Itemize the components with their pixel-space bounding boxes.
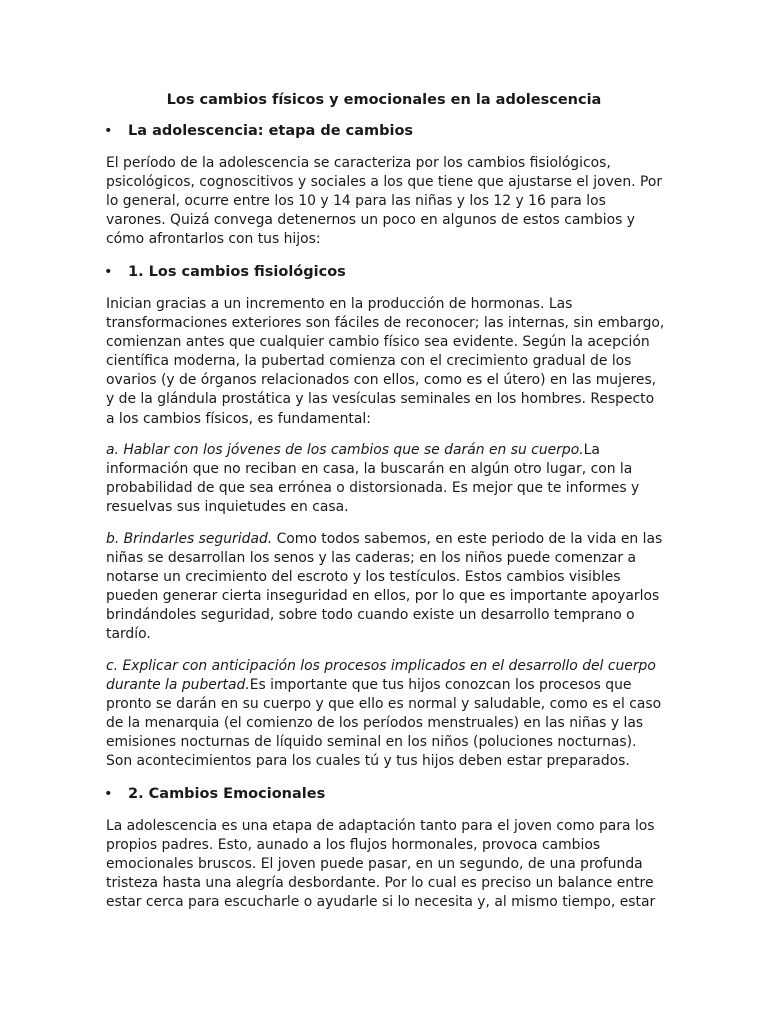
item-b-lead: b. Brindarles seguridad. xyxy=(106,531,273,547)
paragraph-item-c xyxy=(106,657,666,772)
paragraph-emocionales: La adolescencia es una etapa de adaptación tanto para el joven como para los propios padres. Esto, aunado a los flujos hormonales, provoca cambios emocionales bruscos. El joven puede pasar, en un segundo, de una profunda tristeza hasta una alegría desbordante. Por lo cual es preciso un balance entre estar cerca para escucharle o ayudarle si lo necesita y, al mismo tiempo, estar xyxy=(106,818,656,911)
section-heading-adolescencia: • La adolescencia: etapa de cambios xyxy=(128,121,413,141)
paragraph-fisiologicos: Inician gracias a un incremento en la producción de hormonas. Las transformaciones exteriores son fáciles de reconocer; las internas, sin embargo, comienzan antes que cualquier cambio físico sea evidente. Según la acepción científica moderna, la pubertad comienza con el crecimiento gradual de los ovarios (y de órganos relacionados con ellos, como es el útero) en las mujeres, y de la glándula prostática y las vesículas seminales en los hombres. Respecto a los cambios físicos, es fundamental: xyxy=(106,296,665,427)
item-a-text: La información que no reciban en casa, la buscarán en algún otro lugar, con la probabilidad de que sea errónea o distorsionada. Es mejor que te informes y resuelvas sus inquietudes en casa. xyxy=(106,442,640,516)
document-title: Los cambios físicos y emocionales en la adolescencia xyxy=(166,92,602,108)
item-b-text: Como todos sabemos, en este periodo de la vida en las niñas se desarrollan los senos y las caderas; en los niños puede comenzar a notarse un crecimiento del escroto y los testículos. Estos cambios visibles pueden generar cierta inseguridad en ellos, por lo que es importante apoyarlos brindándoles seguridad, sobre todo cuando existe un desarrollo temprano o tardío. xyxy=(106,531,663,643)
item-c-text: Es importante que tus hijos conozcan los procesos que pronto se darán en su cuerpo y que ello es normal y saludable, como es el caso de la menarquia (el comienzo de los períodos menstruales) en las niñas y las emisiones nocturnas de líquido seminal en los niños (poluciones nocturnas). Son acontecimientos para los cuales tú y tus hijos deben estar preparados. xyxy=(106,677,662,770)
paragraph-item-b xyxy=(106,530,666,645)
paragraph-intro: El período de la adolescencia se caracteriza por los cambios fisiológicos, psicológicos, cognoscitivos y sociales a los que tiene que ajustarse el joven. Por lo general, ocurre entre los 10 y 14 para las niñas y los 12 y 16 para los varones. Quizá convega detenernos un poco en algunos de estos cambios y cómo afrontarlos con tus hijos: xyxy=(106,155,663,248)
paragraph-item-a xyxy=(106,441,666,517)
item-c-lead: c. Explicar con anticipación los procesos implicados en el desarrollo del cuerpo durante la pubertad. xyxy=(106,658,656,694)
item-a-lead: a. Hablar con los jóvenes de los cambios que se darán en su cuerpo. xyxy=(106,442,584,458)
section-heading-fisiologicos: • 1. Los cambios fisiológicos xyxy=(128,262,346,282)
section-heading-emocionales: • 2. Cambios Emocionales xyxy=(128,784,325,804)
